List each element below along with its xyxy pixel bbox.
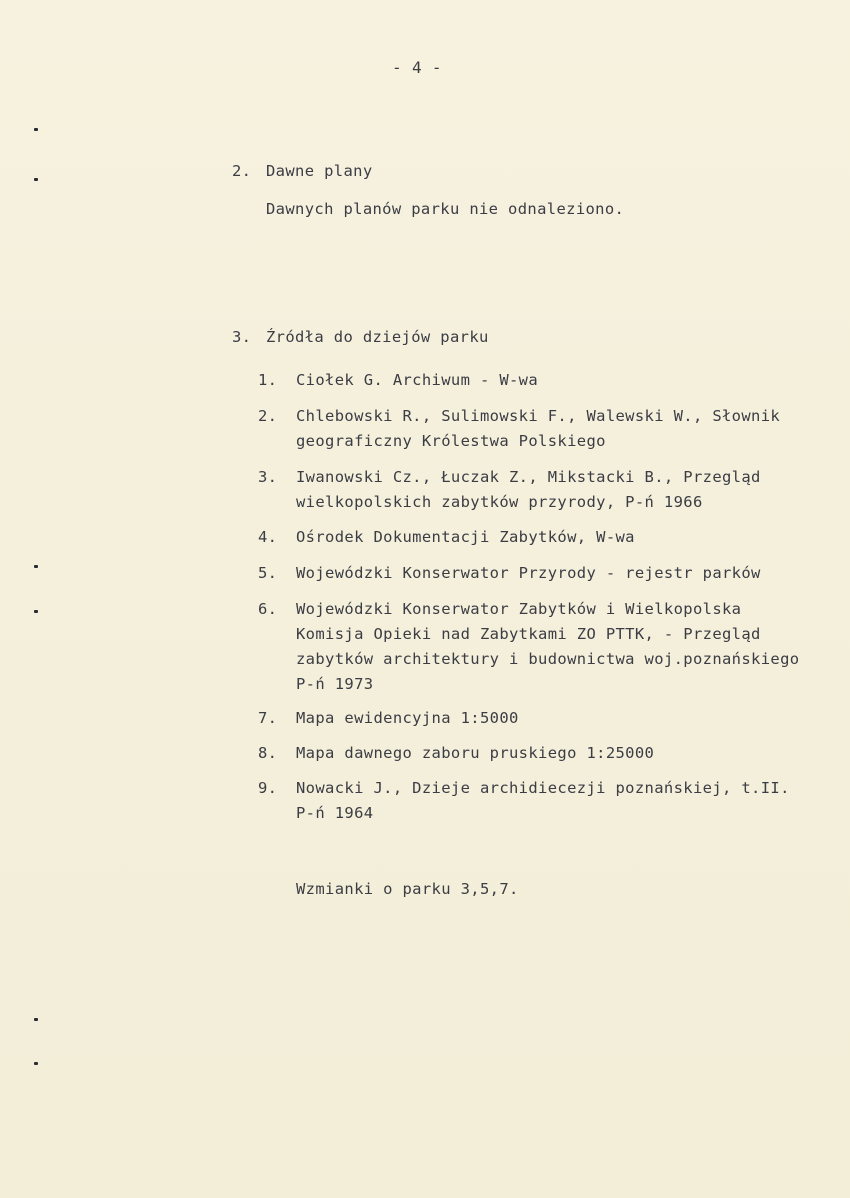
source-number: 8. (258, 744, 278, 762)
source-text: zabytków architektury i budownictwa woj.poznańskiego (296, 650, 800, 668)
source-number: 7. (258, 709, 278, 727)
section-3-number: 3. (232, 328, 252, 346)
source-number: 6. (258, 600, 278, 618)
source-text: Komisja Opieki nad Zabytkami ZO PTTK, - Przegląd (296, 625, 761, 643)
page-number: - 4 - (392, 58, 442, 77)
source-number: 1. (258, 371, 278, 389)
section-2-text: Dawnych planów parku nie odnaleziono. (266, 200, 625, 218)
source-text: Wojewódzki Konserwator Zabytków i Wielkopolska (296, 600, 742, 618)
section-2-title: Dawne plany (266, 162, 373, 180)
source-text: Mapa dawnego zaboru pruskiego 1:25000 (296, 744, 655, 762)
margin-mark (34, 178, 38, 181)
section-2-number: 2. (232, 162, 252, 180)
section-3-title: Źródła do dziejów parku (266, 328, 489, 346)
source-text: Ośrodek Dokumentacji Zabytków, W-wa (296, 528, 635, 546)
source-number: 4. (258, 528, 278, 546)
margin-mark (34, 610, 38, 613)
source-text: Mapa ewidencyjna 1:5000 (296, 709, 519, 727)
source-number: 5. (258, 564, 278, 582)
source-text: Nowacki J., Dzieje archidiecezji poznańskiej, t.II. (296, 779, 790, 797)
margin-mark (34, 1018, 38, 1021)
source-text: geograficzny Królestwa Polskiego (296, 432, 606, 450)
source-text: Iwanowski Cz., Łuczak Z., Mikstacki B., Przegląd (296, 468, 761, 486)
margin-mark (34, 565, 38, 568)
margin-mark (34, 1062, 38, 1065)
margin-mark (34, 128, 38, 131)
source-number: 3. (258, 468, 278, 486)
source-number: 2. (258, 407, 278, 425)
source-text: P-ń 1964 (296, 804, 374, 822)
source-text: P-ń 1973 (296, 675, 374, 693)
source-text: Chlebowski R., Sulimowski F., Walewski W., Słownik (296, 407, 781, 425)
source-text: wielkopolskich zabytków przyrody, P-ń 1966 (296, 493, 703, 511)
source-text: Wojewódzki Konserwator Przyrody - rejestr parków (296, 564, 761, 582)
source-number: 9. (258, 779, 278, 797)
source-text: Ciołek G. Archiwum - W-wa (296, 371, 539, 389)
mentions-note: Wzmianki o parku 3,5,7. (296, 880, 519, 898)
